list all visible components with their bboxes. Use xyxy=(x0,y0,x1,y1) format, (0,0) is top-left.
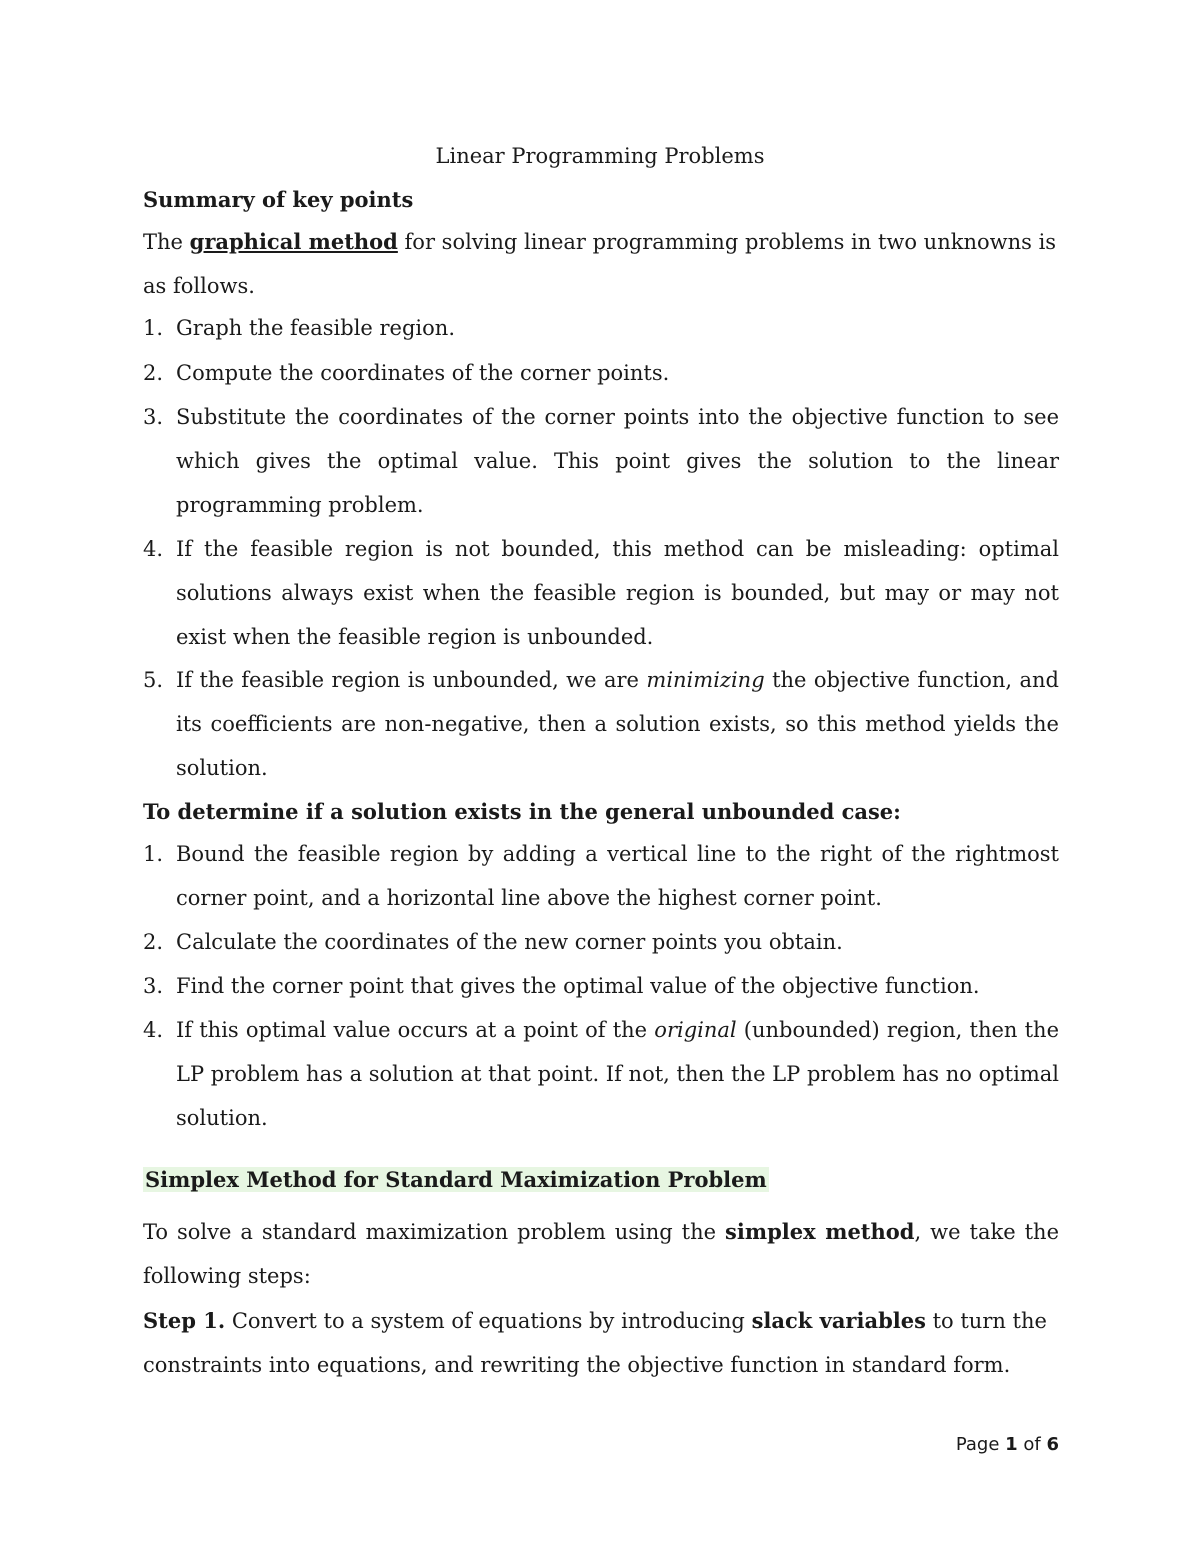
step1-paragraph: Step 1. Convert to a system of equations by introducing slack variables to turn the constraints into equations, and rewriting the objective function in standard form. xyxy=(143,1308,1047,1377)
step1-label: Step 1. xyxy=(143,1308,226,1333)
intro-paragraph: The graphical method for solving linear programming problems in two unknowns is as follows. xyxy=(143,229,1057,298)
list-item: Find the corner point that gives the optimal value of the objective function. xyxy=(176,974,980,998)
list-item: If this optimal value occurs at a point of the original (unbounded) region, then the LP problem has a solution at that point. If not, then the LP problem has no optimal solution. xyxy=(176,1018,1059,1130)
list-item: If the feasible region is unbounded, we are minimizing the objective function, and its coefficients are non-negative, then a solution exists, so this method yields the solution. xyxy=(176,668,1059,780)
step-number: 3. xyxy=(143,405,164,429)
list-item: Compute the coordinates of the corner points. xyxy=(176,361,670,385)
step-number: 4. xyxy=(143,537,164,561)
list-item: Substitute the coordinates of the corner points into the objective function to see which gives the optimal value. This point gives the solution to the linear programming problem. xyxy=(176,405,1059,517)
unbounded-heading: To determine if a solution exists in the general unbounded case: xyxy=(143,799,901,824)
step-number: 4. xyxy=(143,1018,164,1042)
page-title: Linear Programming Problems xyxy=(435,144,765,168)
step-number: 3. xyxy=(143,974,164,998)
simplex-intro: To solve a standard maximization problem using the simplex method, we take the following steps: xyxy=(143,1219,1059,1288)
emphasis-original: original xyxy=(654,1018,737,1042)
summary-heading: Summary of key points xyxy=(143,187,414,212)
simplex-method-term: simplex method xyxy=(725,1219,915,1244)
list-item: Bound the feasible region by adding a vertical line to the right of the rightmost corner point, and a horizontal line above the highest corner point. xyxy=(176,842,1059,910)
step-number: 2. xyxy=(143,361,164,385)
slack-variables-term: slack variables xyxy=(751,1308,926,1333)
list-item: If the feasible region is not bounded, this method can be misleading: optimal solutions always exist when the feasible region is bounded, but may or may not exist when the feasible region is unbounded. xyxy=(176,537,1059,649)
page-number: Page 1 of 6 xyxy=(955,1434,1059,1455)
emphasis-minimizing: minimizing xyxy=(646,668,765,692)
step-number: 2. xyxy=(143,930,164,954)
step-number: 1. xyxy=(143,316,164,340)
step-number: 1. xyxy=(143,842,164,866)
graphical-method-term: graphical method xyxy=(189,229,398,254)
list-item: Calculate the coordinates of the new corner points you obtain. xyxy=(176,930,843,954)
step-number: 5. xyxy=(143,668,164,692)
simplex-heading: Simplex Method for Standard Maximization Problem xyxy=(145,1167,767,1192)
list-item: Graph the feasible region. xyxy=(176,316,455,340)
